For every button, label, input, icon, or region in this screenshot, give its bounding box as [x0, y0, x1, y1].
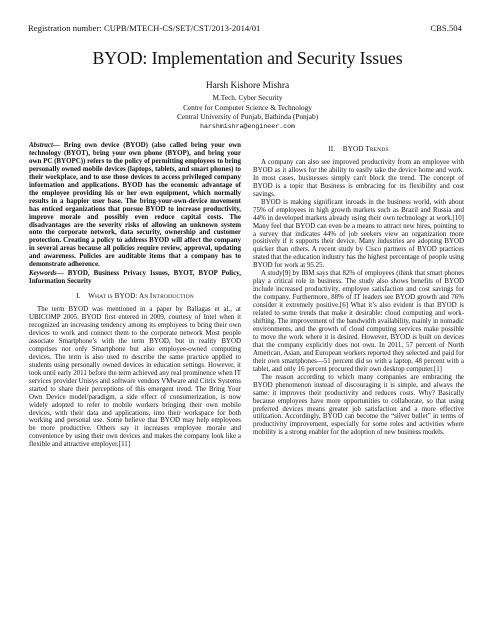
author-name: Harsh Kishore Mishra	[205, 81, 290, 91]
section-heading-intro: I. WHAT IS BYOD: AN INTRODUCTION	[76, 292, 194, 301]
author-university: Central University of Punjab, Bathinda (Punjab)	[176, 112, 319, 122]
paper-title: BYOD: Implementation and Security Issues	[92, 48, 403, 68]
keywords	[29, 270, 241, 286]
trends-paragraph: A study[9] by IBM says that 82% of employees (think that smart phones play a critical role in business. The study also shows benefits of BYOD include increased productivity, employee satisfaction and cost savings for the company. Furthermore, 88% of IT leaders see BYOD growth and 76% consider it extremely positive.[6] What it’s also evident is that BYOD is related to some trends that make it desirable: cloud computing and work-shifting. The improvement of the bandwidth availability, mainly in nomadic environments, and the growth of cloud computing services make possible to move the work where it is desired. However, BYOD is built on devices that the company explicitly does not own. In 2011, 57 percent of North American, Asian, and European workers reported they selected and paid for their own smartphones—51 percent did so with a laptop, 48 percent with a tablet, and only 16 percent procured their own desktop computer.[1]	[253, 269, 464, 373]
author-email: harshmishra@engineer.com	[200, 122, 295, 130]
trends-paragraph: The reason according to which many companies are embracing the BYOD phenomenon instead of discouraging it is simple, and always the same: it improves their productivity and reduces costs. Why? Basically because employees have more opportunities to collaborate, so that using preferred devices means greater job satisfaction and a more effective utilization. Accordingly, BYOD can become the “silver bullet” in terms of productivity improvement, especially for some roles and activities where mobility is a strong enabler for the adoption of new business models.	[253, 372, 464, 437]
trends-paragraph: BYOD is making significant inroads in the business world, with about 75% of employees in high growth markets such as Brazil and Russia and 44% in developed markets already using their own technology at work.[10] Many feel that BYOD can even be a means to attract new hires, pointing to a survey that indicates 44% of job seekers view an organization more positively if it supports their device. Many industries are adopting BYOD quicker than others. A recent study by Cisco partners of BYOD practices stated that the education industry has the highest percentage of people using BYOD for work at 95.25.	[253, 197, 464, 270]
intro-paragraph: The term BYOD was mentioned in a paper by Ballagas et al., at UBICOMP 2005. BYOD first entered in 2009, courtesy of Intel when it recognized an increasing tendency among its employees to bring their own devices to work and connect them to the corporate network Most people associate Smartphone’s with the term BYOD, but in reality BYOD comprises not only Smartphone but also employee-owned computing devices. The term is also used to describe the same practice applied to students using personally owned devices in education settings. However, it took until early 2011 before the term achieved any real prominence when IT services provider Unisys and software vendors VMware and Citrix Systems started to share their perceptions of this emergent trend. The Bring Your Own Device model/paradigm, a side effect of consumerization, is now widely adopted to refer to mobile workers bringing their own mobile devices, with their data and applications, into their workspace for both working and personal use. Some believe that BYOD may help employees be more productive. Others say it increases employee morale and convenience by using their own devices and makes the company look like a flexible and attractive employer.[11]	[29, 305, 241, 449]
trends-paragraph: A company can also see improved productivity from an employee with BYOD as it allows for the ability to easily take the device home and work. In most cases, businesses simply can't block the trend. The concept of BYOD is a topic that Business is embracing for its flexibility and cost savings.	[253, 157, 464, 198]
registration-number: Registration number: CUPB/MTECH-CS/SET/CST/2013-2014/01	[28, 23, 261, 33]
author-block	[0, 81, 495, 131]
abstract-label: Abstract	[29, 141, 53, 149]
author-department: Centre for Computer Science & Technology	[183, 102, 312, 112]
right-column	[253, 142, 464, 437]
author-degree: M.Tech. Cyber Security	[212, 93, 283, 102]
abstract-text: — Bring own device (BYOD) (also called bring your own technology (BYOT), bring your own phone (BYOP), and bring your own PC (BYOPC)) refers to the policy of permitting employees to bring personally owned mobile devices (laptops, tablets, and smart phones) to their workplace, and to use those devices to access privileged company information and applications. BYOD has the economic advantage of the employee providing his or her own equipment, which normally results in a happier user base. The bring-your-own-device movement has enticed organizations that pursue BYOD to increase productivity, improve morale and possibly even reduce capital costs. The disadvantages are the severity risks of allowing an unknown system onto the corporate network, data security, ownership and customer protection. Creating a policy to address BYOD will affect the company in several areas because all policies require review, approval, updating and awareness. Policies are auditable items that a company has to demonstrate adherence.	[29, 141, 241, 269]
keywords-label: Keywords	[29, 269, 57, 278]
running-head	[28, 23, 462, 33]
abstract	[29, 142, 241, 269]
course-code: CBS.504	[430, 23, 462, 33]
section-heading-trends: II. BYOD TRENDS	[328, 145, 389, 153]
keywords-text: — BYOD, Business Privacy Issues, BYOT, BYOP Policy, Information Security	[29, 269, 241, 286]
left-column	[29, 142, 241, 449]
